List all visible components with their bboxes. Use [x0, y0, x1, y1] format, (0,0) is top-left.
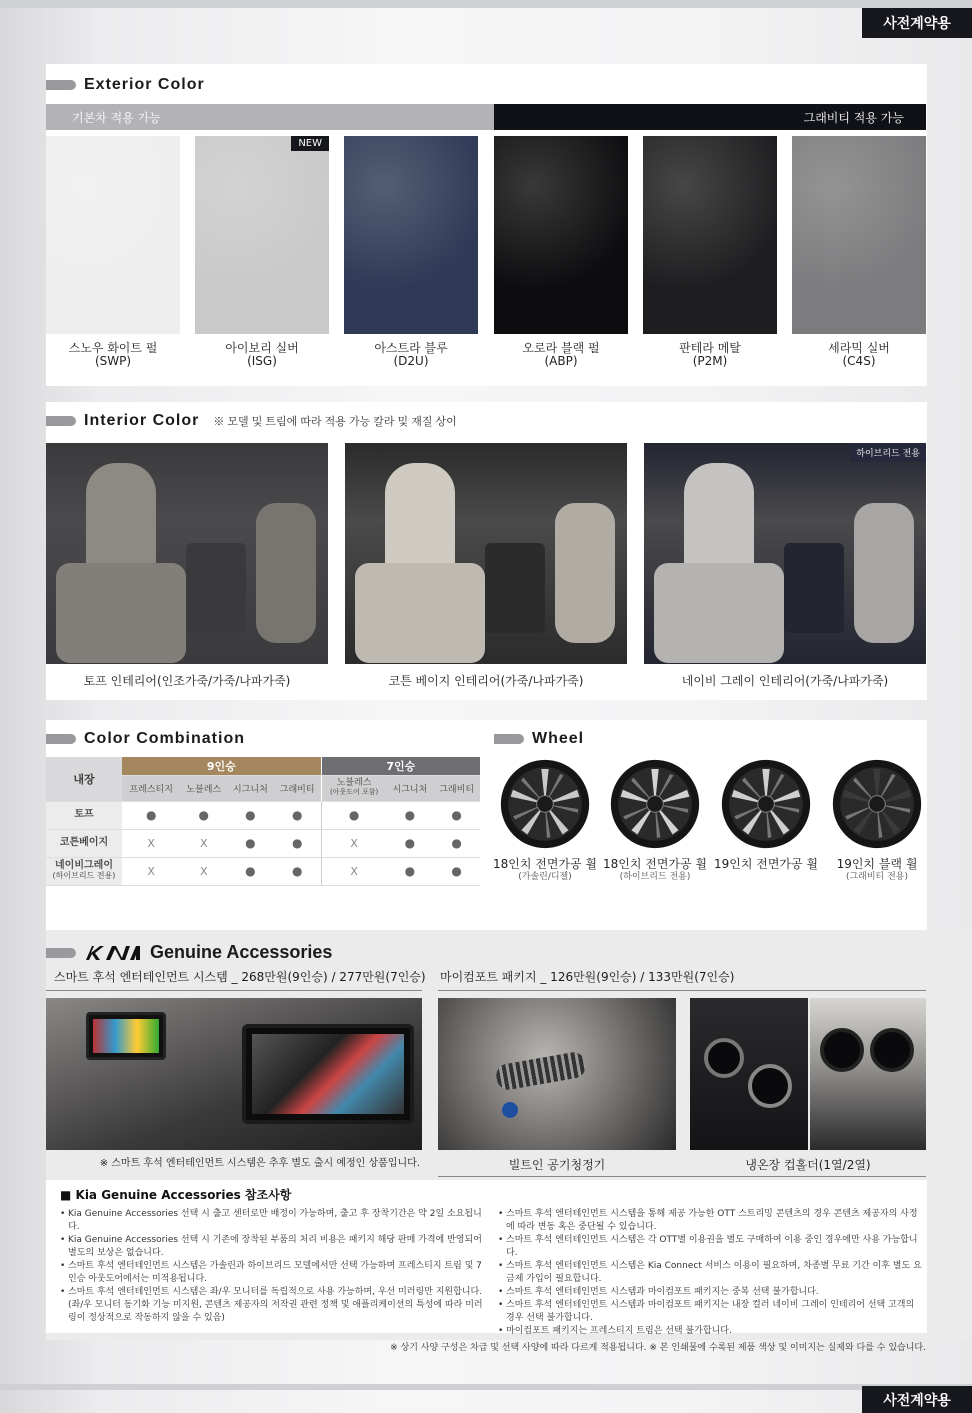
cupholder-ring: [820, 1028, 864, 1072]
vent-grille: [494, 1050, 587, 1091]
seat-shape: [555, 503, 615, 643]
kia-logo-icon: [84, 943, 142, 963]
color-name-label: 판테라 메탈: [679, 341, 741, 355]
table-row: [46, 857, 480, 885]
col-header: 프레스티지: [122, 775, 180, 801]
console-shape: [186, 543, 246, 633]
note-item: • Kia Genuine Accessories 선택 시 기존에 장착된 부품의 처리 비용은 패키지 해당 판매 가격에 반영되어 별도의 보상은 없습니다.: [60, 1234, 490, 1260]
availability-cell: ●: [433, 801, 480, 829]
group-9-header: 9인승: [122, 757, 321, 775]
monitor-screen: [252, 1034, 404, 1114]
wheel-sub-label: (그래비티 전용): [845, 872, 909, 882]
interior-note: ※ 모델 및 트림에 따라 적용 가능 칼라 및 재질 상이: [213, 416, 457, 428]
wheel-name: [595, 858, 715, 884]
note-item: • 스마트 후석 엔터테인먼트 시스템과 마이컴포트 패키지는 중복 선택 불가합니다.: [498, 1286, 924, 1299]
interior-photo: [644, 443, 926, 664]
seat-shape: [256, 503, 316, 643]
notes-title: ■ Kia Genuine Accessories 참조사항: [60, 1188, 292, 1202]
col-header: 시그니처: [227, 775, 274, 801]
divider: [46, 990, 422, 991]
note-item: • 스마트 후석 엔터테인먼트 시스템은 Kia Connect 서비스 이용이 필요하며, 차종별 무료 기간 이후 별도 요금제 가입이 필요합니다.: [498, 1260, 924, 1286]
section-bar-icon: [46, 948, 76, 958]
col-header: 시그니처: [387, 775, 434, 801]
interior-header: 내장: [46, 757, 122, 801]
availability-cell: X: [180, 857, 227, 885]
availability-cell: X: [180, 829, 227, 857]
color-code: (D2U): [393, 354, 429, 368]
table-row: [46, 801, 480, 829]
comfort-heading: 마이컴포트 패키지 _ 126만원(9인승) / 133만원(7인승): [440, 970, 735, 984]
interior-name: 네이비 그레이 인테리어(가죽/나파가죽): [681, 674, 889, 688]
seat-shape: [56, 563, 186, 663]
availability-cell: ●: [274, 829, 321, 857]
note-item: • 스마트 후석 엔터테인먼트 시스템은 각 OTT별 이용권을 별도 구매하여 이용 중인 경우에만 사용 가능합니다.: [498, 1234, 924, 1260]
color-name: [46, 342, 180, 368]
wheel-title-wrap: [494, 730, 584, 748]
air-purifier-caption: 빌트인 공기청정기: [508, 1158, 606, 1172]
note-item: • 스마트 후석 엔터테인먼트 시스템은 좌/우 모니터를 독립적으로 사용 가능하며, 우선 미러링만 지원합니다. (좌/우 모니터 동기화 기능 미지원, 콘텐츠 제공자의 저작권 관련 정책 및 애플리케이션의 특성에 따라 미러링이 정상적으로 작동하지 않을 수 있음): [60, 1286, 490, 1325]
wheel-name-label: 19인치 전면가공 휠: [713, 857, 819, 871]
cupholder-caption: 냉온장 컵홀더(1열/2열): [745, 1158, 871, 1172]
seat-shape: [654, 563, 784, 663]
wheel-name-label: 18인치 전면가공 휠: [602, 857, 708, 871]
color-code: (SWP): [94, 354, 132, 368]
color-swatch: [643, 136, 777, 334]
note-item: • 스마트 후석 엔터테인먼트 시스템은 가솔린과 하이브리드 모델에서만 선택 가능하며 프레스티지 트림 및 7인승 아웃도어에서는 미적용됩니다.: [60, 1260, 490, 1286]
color-name: [792, 342, 926, 368]
rear-monitor-right: [242, 1024, 414, 1124]
accessories-title: Genuine Accessories: [150, 942, 333, 962]
availability-cell: ●: [274, 857, 321, 885]
col-header-sub: (아웃도어 포함): [329, 788, 379, 796]
row-label-text: 코튼베이지: [59, 837, 109, 848]
purifier-indicator: [502, 1102, 518, 1118]
color-name: [344, 342, 478, 368]
availability-cell: ●: [387, 801, 434, 829]
interior-title-wrap: [46, 412, 457, 430]
cupholder-ring: [870, 1028, 914, 1072]
col-header: 노블레스: [180, 775, 227, 801]
divider: [438, 1176, 926, 1177]
color-name-label: 아이보리 실버: [225, 341, 299, 355]
wheel-icon: [609, 758, 701, 850]
section-bar-icon: [46, 734, 76, 744]
col-header: 그래비티: [433, 775, 480, 801]
note-item: • 스마트 후석 엔터테인먼트 시스템과 마이컴포트 패키지는 내장 컬러 네이비 그레이 인테리어 선택 고객의 경우 선택 불가합니다.: [498, 1299, 924, 1325]
availability-cell: X: [321, 829, 386, 857]
gravity-band: 그래비티 적용 가능: [494, 104, 926, 130]
notes-left: [60, 1208, 490, 1325]
color-swatch: [46, 136, 180, 334]
availability-cell: ●: [227, 829, 274, 857]
note-item: • 스마트 후석 엔터테인먼트 시스템을 통해 제공 가능한 OTT 스트리밍 콘텐츠의 경우 콘텐츠 제공자의 사정에 따라 변동 혹은 중단될 수 있습니다.: [498, 1208, 924, 1234]
cupholder-photo-1: [690, 998, 808, 1150]
basic-band: 기본차 적용 가능: [46, 104, 494, 130]
preorder-tag: 사전계약용: [862, 1386, 972, 1413]
availability-cell: X: [321, 857, 386, 885]
availability-cell: X: [122, 829, 180, 857]
wheel-name-label: 18인치 전면가공 휠: [492, 857, 598, 871]
color-name: [643, 342, 777, 368]
interior-photo: [46, 443, 328, 664]
wheel-name: [706, 858, 826, 871]
color-swatch: [195, 136, 329, 334]
wheel-name: [485, 858, 605, 884]
availability-cell: X: [122, 857, 180, 885]
color-name-label: 세라믹 실버: [828, 341, 890, 355]
availability-cell: ●: [433, 857, 480, 885]
color-name-label: 오로라 블랙 펄: [522, 341, 600, 355]
availability-cell: ●: [274, 801, 321, 829]
color-code: (C4S): [842, 354, 876, 368]
divider: [438, 990, 926, 991]
cupholder-ring: [704, 1038, 744, 1078]
color-name-label: 아스트라 블루: [374, 341, 448, 355]
exterior-title: Exterior Color: [84, 76, 205, 93]
color-name: [494, 342, 628, 368]
section-bar-icon: [46, 416, 76, 426]
notes-right: [498, 1208, 924, 1338]
note-item: • 마이컴포트 패키지는 프레스티지 트림은 선택 불가합니다.: [498, 1325, 924, 1338]
rear-monitor-left: [86, 1012, 166, 1060]
wheel-sub-label: (가솔린/디젤): [518, 872, 572, 882]
entertainment-caption: ※ 스마트 후석 엔터테인먼트 시스템은 추후 별도 출시 예정인 상품입니다.: [99, 1158, 420, 1169]
row-label-text: 토프: [74, 809, 94, 820]
seat-shape: [355, 563, 485, 663]
exterior-title-wrap: [46, 76, 205, 94]
entertainment-photo: [46, 998, 422, 1150]
row-label-text: 네이비그레이: [55, 860, 113, 871]
cupholder-ring: [748, 1064, 792, 1108]
footer-note: ※ 상기 사양 구성은 차급 및 선택 사양에 따라 다르게 적용됩니다. ※ 본 인쇄물에 수록된 제품 색상 및 이미지는 실제와 다를 수 있습니다.: [390, 1343, 926, 1353]
new-badge: NEW: [291, 136, 329, 151]
color-combination-table: [46, 757, 480, 886]
interior-name: 토프 인테리어(인조가죽/가죽/나파가죽): [83, 674, 291, 688]
color-swatch: [344, 136, 478, 334]
color-code: (ABP): [544, 354, 578, 368]
interior-name: 코튼 베이지 인테리어(가죽/나파가죽): [388, 674, 584, 688]
air-purifier-photo: [438, 998, 676, 1150]
entertainment-heading: 스마트 후석 엔터테인먼트 시스템 _ 268만원(9인승) / 277만원(7인승): [54, 970, 426, 984]
combo-title-wrap: [46, 730, 245, 748]
availability-cell: ●: [227, 857, 274, 885]
wheel-name-label: 19인치 블랙 휠: [836, 857, 918, 871]
bottom-rule: [0, 1384, 972, 1390]
color-swatch: [494, 136, 628, 334]
group-7-header: 7인승: [321, 757, 480, 775]
row-label: [46, 801, 122, 829]
col-header-label: 노블레스: [336, 778, 372, 788]
monitor-screen: [93, 1019, 159, 1053]
availability-cell: ●: [321, 801, 386, 829]
note-item: • Kia Genuine Accessories 선택 시 출고 센터로만 배정이 가능하며, 출고 후 장착기간은 약 2일 소요됩니다.: [60, 1208, 490, 1234]
wheel-title: Wheel: [532, 730, 585, 747]
wheel-icon: [499, 758, 591, 850]
row-label: [46, 857, 122, 885]
col-header: [321, 775, 386, 801]
combo-title: Color Combination: [84, 730, 245, 747]
availability-cell: ●: [387, 857, 434, 885]
row-label: [46, 829, 122, 857]
top-rule: [0, 0, 972, 8]
color-name-label: 스노우 화이트 펄: [68, 341, 158, 355]
cupholder-photo-2: [810, 998, 926, 1150]
accessories-title-wrap: [46, 942, 332, 963]
section-bar-icon: [46, 80, 76, 90]
wheel-icon: [831, 758, 923, 850]
console-shape: [784, 543, 844, 633]
table-row: [46, 829, 480, 857]
color-code: (P2M): [692, 354, 728, 368]
color-swatch: [792, 136, 926, 334]
availability-cell: ●: [433, 829, 480, 857]
seat-shape: [854, 503, 914, 643]
color-code: (ISG): [247, 354, 277, 368]
interior-photo: [345, 443, 627, 664]
wheel-icon: [720, 758, 812, 850]
section-bar-icon: [494, 734, 524, 744]
color-name: [195, 342, 329, 368]
preorder-tag: 사전계약용: [862, 8, 972, 38]
console-shape: [485, 543, 545, 633]
availability-cell: ●: [227, 801, 274, 829]
availability-cell: ●: [180, 801, 227, 829]
hybrid-only-badge: 하이브리드 전용: [850, 443, 926, 462]
col-header: 그래비티: [274, 775, 321, 801]
availability-cell: ●: [122, 801, 180, 829]
wheel-name: [817, 858, 937, 884]
availability-cell: ●: [387, 829, 434, 857]
wheel-sub-label: (하이브리드 전용): [619, 872, 691, 882]
interior-title: Interior Color: [84, 412, 200, 429]
row-label-sub: (하이브리드 전용): [52, 871, 116, 880]
